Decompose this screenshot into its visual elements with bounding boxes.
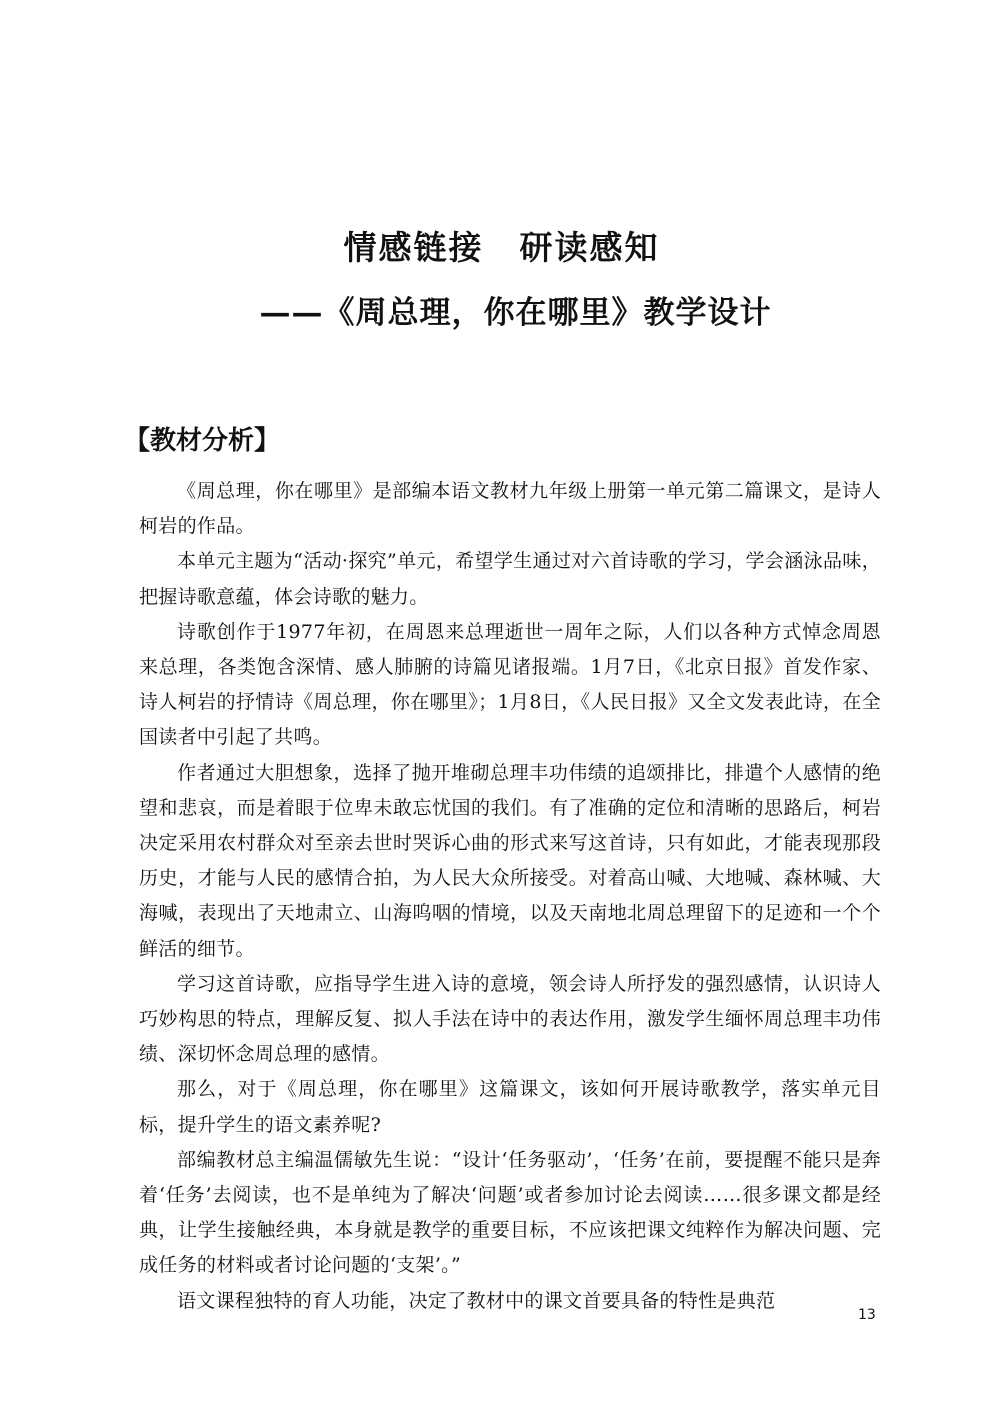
section-heading: 【教材分析】 (124, 426, 281, 456)
paragraph-4: 作者通过大胆想象，选择了抛开堆砌总理丰功伟绩的追颂排比，排遣个人感情的绝望和悲哀，而是着眼于位卑未敢忘忧国的我们。有了准确的定位和清晰的思路后，柯岩决定采用农村群众对至亲去世时哭诉心曲的形式来写这首诗，只有如此，才能表现那段历史，才能与人民的感情合拍，为人民大众所接受。对着高山喊、大地喊、森林喊、大海喊，表现出了天地肃立、山海呜咽的情境，以及天南地北周总理留下的足迹和一个个鲜活的细节。 (139, 761, 881, 960)
paragraph-6: 那么，对于《周总理，你在哪里》这篇课文，该如何开展诗歌教学，落实单元目标，提升学生的语文素养呢? (139, 1078, 881, 1136)
title-part-1: 情感链接 (343, 228, 484, 267)
paragraph-5: 学习这首诗歌，应指导学生进入诗的意境，领会诗人所抒发的强烈感情，认识诗人巧妙构思的特点，理解反复、拟人手法在诗中的表达作用，激发学生缅怀周总理丰功伟绩、深切怀念周总理的感情。 (139, 972, 881, 1066)
title-part-2: 研读感知 (519, 228, 660, 267)
paragraph-3: 诗歌创作于1977年初，在周恩来总理逝世一周年之际，人们以各种方式悼念周恩来总理，各类饱含深情、感人肺腑的诗篇见诸报端。1月7日，《北京日报》首发作家、诗人柯岩的抒情诗《周总理，你在哪里》；1月8日，《人民日报》又全文发表此诗，在全国读者中引起了共鸣。 (139, 620, 881, 749)
page-title (0, 224, 1003, 272)
paragraph-8: 语文课程独特的育人功能，决定了教材中的课文首要具备的特性是典范 (177, 1289, 776, 1312)
page-number: 13 (858, 1307, 876, 1323)
paragraph-7: 部编教材总主编温儒敏先生说：“设计‘任务驱动’，‘任务’在前，要提醒不能只是奔着‘任务’去阅读，也不是单纯为了解决‘问题’或者参加讨论去阅读……很多课文都是经典，让学生接触经典，本身就是教学的重要目标，不应该把课文纯粹作为解决问题、完成任务的材料或者讨论问题的‘支架’。” (139, 1148, 881, 1277)
body-text (139, 474, 881, 1319)
paragraph-2: 本单元主题为“活动·探究”单元，希望学生通过对六首诗歌的学习，学会涵泳品味，把握诗歌意蕴，体会诗歌的魅力。 (139, 550, 881, 608)
paragraph-1: 《周总理，你在哪里》是部编本语文教材九年级上册第一单元第二篇课文，是诗人柯岩的作品。 (139, 480, 881, 538)
page-subtitle: ——《周总理，你在哪里》教学设计 (259, 295, 772, 331)
